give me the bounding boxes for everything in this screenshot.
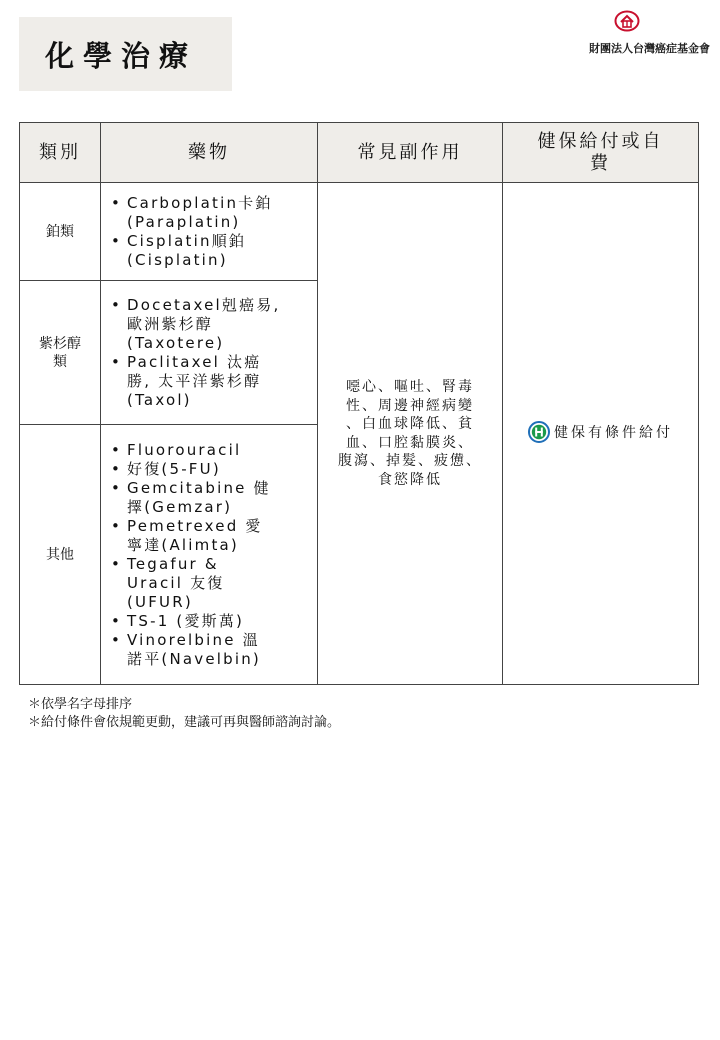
col-header-category: 類別	[20, 123, 101, 183]
col-header-drug: 藥物	[101, 123, 318, 183]
drug-item	[109, 479, 311, 517]
bullet: •	[111, 295, 123, 314]
drug-item	[109, 296, 311, 353]
drug-item	[109, 460, 311, 479]
nhi-logo-icon	[528, 421, 550, 443]
bullet: •	[111, 478, 123, 497]
drug-item	[109, 612, 311, 631]
col-header-reimbursement-line: 費	[590, 152, 611, 174]
category-cell	[20, 425, 101, 685]
side-effects-line: 性、周邊神經病變	[346, 397, 474, 414]
drug-cell	[101, 281, 318, 425]
title-box	[19, 17, 232, 91]
drug-line: (UFUR)	[127, 592, 193, 611]
foundation-logo	[510, 10, 710, 60]
bullet: •	[111, 554, 123, 573]
drug-item	[109, 194, 311, 232]
drug-cell	[101, 183, 318, 281]
side-effects-line: 腹瀉、掉髮、疲憊、	[338, 453, 482, 469]
drug-line: 擇(Gemzar)	[127, 497, 233, 516]
side-effects-line: 血、口腔黏膜炎、	[346, 434, 474, 451]
drug-line: (Taxotere)	[127, 333, 225, 352]
bullet: •	[111, 516, 123, 535]
drug-line: 好復(5-FU)	[127, 459, 221, 478]
drug-line: Paclitaxel 汰癌	[127, 352, 262, 371]
footnote: ＊依學名字母排序	[28, 697, 133, 712]
table-row	[20, 183, 699, 281]
drug-line: Uracil 友復	[127, 573, 225, 592]
side-effects-line: 噁心、嘔吐、腎毒	[346, 379, 474, 395]
category-cell	[20, 281, 101, 425]
drug-item	[109, 555, 311, 612]
drug-line: (Taxol)	[127, 390, 192, 409]
drug-cell	[101, 425, 318, 685]
reimbursement-text: 健保有條件給付	[554, 424, 673, 441]
drug-line: 勝, 太平洋紫杉醇	[127, 371, 262, 390]
drug-line: (Cisplatin)	[127, 250, 228, 269]
drug-line: Cisplatin順鉑	[127, 231, 247, 250]
drug-line: (Paraplatin)	[127, 212, 241, 231]
category-label: 其他	[46, 546, 74, 563]
bullet: •	[111, 193, 123, 212]
drug-line: Vinorelbine 溫	[127, 630, 260, 649]
drug-line: Docetaxel剋癌易,	[127, 295, 281, 314]
reimbursement-cell	[503, 183, 699, 685]
side-effects-line: 、白血球降低、貧	[346, 416, 474, 432]
category-label: 紫杉醇	[39, 335, 81, 352]
drug-item	[109, 631, 311, 669]
footnotes	[28, 696, 340, 732]
drug-line: TS-1 (愛斯萬)	[127, 611, 245, 630]
foundation-logo-icon	[614, 10, 640, 32]
table-header-row	[20, 123, 699, 183]
chemo-drug-table	[19, 122, 699, 685]
drug-item	[109, 353, 311, 410]
col-header-reimbursement	[503, 123, 699, 183]
bullet: •	[111, 231, 123, 250]
bullet: •	[111, 611, 123, 630]
bullet: •	[111, 630, 123, 649]
col-header-side-effects: 常見副作用	[318, 123, 503, 183]
side-effects-cell	[318, 183, 503, 685]
drug-line: Gemcitabine 健	[127, 478, 271, 497]
bullet: •	[111, 352, 123, 371]
drug-line: 寧達(Alimta)	[127, 535, 239, 554]
drug-item	[109, 441, 311, 460]
footnote: ＊給付條件會依規範更動，建議可再與醫師諮詢討論。	[28, 715, 341, 730]
category-label: 類	[53, 353, 67, 370]
drug-line: 歐洲紫杉醇	[127, 314, 214, 333]
drug-line: Tegafur &	[127, 554, 219, 573]
category-cell	[20, 183, 101, 281]
side-effects-line: 食慾降低	[378, 471, 442, 488]
drug-line: 諾平(Navelbin)	[127, 649, 261, 668]
bullet: •	[111, 440, 123, 459]
drug-line: Carboplatin卡鉑	[127, 193, 273, 212]
drug-line: Fluorouracil	[127, 440, 242, 459]
drug-line: Pemetrexed 愛	[127, 516, 263, 535]
drug-item	[109, 517, 311, 555]
page-title: 化學治療	[45, 38, 198, 73]
category-label: 鉑類	[46, 223, 74, 240]
reimbursement-status	[528, 421, 673, 443]
col-header-reimbursement-line: 健保給付或自	[537, 130, 664, 152]
drug-item	[109, 232, 311, 270]
bullet: •	[111, 459, 123, 478]
org-name: 財團法人台灣癌症基金會	[589, 42, 710, 55]
